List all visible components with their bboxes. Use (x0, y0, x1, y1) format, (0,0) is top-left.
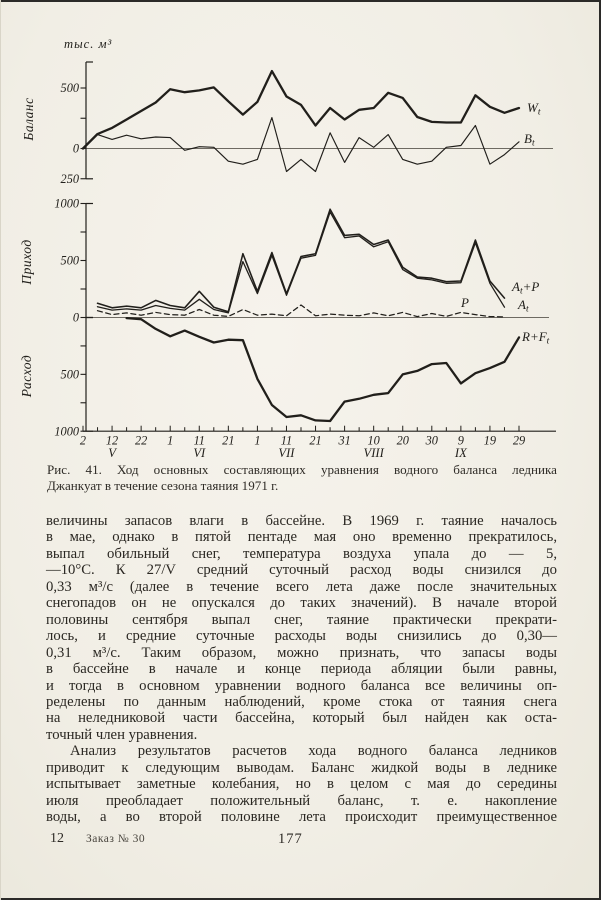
panel-income (19, 197, 549, 325)
month-label: IX (454, 446, 467, 460)
x-tick-label: 20 (396, 433, 409, 448)
y-tick-label: 500 (60, 81, 79, 96)
y-tick-label: 1000 (54, 196, 79, 211)
y-tick-label: 1000 (54, 424, 79, 439)
text-line: воды, а во второй половине лета происходит преимущественное (46, 809, 557, 826)
panel-balance (21, 62, 553, 186)
curve-label: $B_t$ (524, 131, 535, 149)
text-line: снегопадов он не опускался до таких значений). В начале второй (46, 595, 557, 612)
text-line: в мае, однако в пятой пентаде мая оно временно прекратилось, (46, 529, 557, 546)
x-tick-label: 12 (105, 433, 119, 448)
footer-order-note: Заказ № 30 (86, 833, 146, 845)
footer-signature-number: 12 (50, 831, 64, 846)
text-line: лось, и средние суточные расходы воды снизились до 0,30— (46, 628, 557, 645)
x-axis (80, 426, 556, 460)
text-line: выпал обильный снег, температура воздуха упала до — 5, (46, 545, 557, 562)
y-tick-label: 0 (72, 141, 79, 156)
text-line: в бассейне в начале и конце периода абляции были равны, (46, 661, 557, 678)
panel-expense (19, 318, 519, 439)
text-line: ределены по данным наблюдений, кроме стока от таяния снега (46, 693, 557, 710)
curve-label: P (461, 295, 469, 310)
curve-label: $A_t$ (518, 297, 529, 315)
x-tick-label: 30 (425, 433, 438, 448)
curve-label: $W_t$ (527, 100, 541, 118)
curve-label: $A_t+P$ (512, 279, 540, 297)
month-label: VII (278, 446, 295, 460)
text-line: точный член уравнения. (46, 726, 198, 743)
x-tick-label: 29 (512, 433, 526, 448)
month-label: VIII (363, 446, 384, 460)
text-line: величины запасов влаги в бассейне. В 1969 г. таяние началось (46, 513, 557, 529)
text-line: испытывает заметные колебания, но в целом с мая до середины (46, 776, 557, 793)
text-line: 0,33 м³/с (далее в течение всего лета даже после значительных (46, 578, 557, 595)
y-tick-label: 250 (60, 171, 79, 186)
x-tick-label: 22 (134, 433, 148, 448)
text-line: июля преобладает положительный баланс, т. е. накопление (46, 792, 557, 809)
series-P (98, 305, 505, 317)
x-tick-label: 21 (222, 433, 235, 448)
text-line: Анализ результатов расчетов хода водного баланса ледников (70, 743, 557, 760)
x-tick-label: 9 (457, 433, 464, 448)
month-label: VI (193, 446, 206, 460)
page-footer (0, 831, 601, 851)
body-text (46, 513, 557, 826)
series-B-t (83, 118, 519, 172)
figure-caption (47, 462, 557, 494)
panel-ylabel: Расход (19, 354, 34, 398)
y-tick-label: 500 (60, 253, 79, 268)
month-label: V (108, 446, 116, 460)
text-line: половины сентября выпал снег, таяние практически прекрати- (46, 611, 557, 628)
series-R-F-t (127, 318, 519, 421)
y-unit-label: тыс. м³ (64, 37, 113, 51)
footer-page-number: 177 (278, 831, 303, 847)
panel-ylabel: Баланс (21, 97, 36, 141)
curve-label: $R+F_t$ (522, 329, 550, 347)
x-tick-label: 1 (254, 433, 261, 448)
x-tick-label: 31 (338, 433, 351, 448)
x-tick-label: 11 (193, 433, 205, 448)
x-tick-label: 2 (79, 433, 87, 448)
x-tick-label: 1 (167, 433, 174, 448)
text-line: 0,31 м³/с. Таким образом, можно признать, что запасы воды (46, 644, 557, 661)
text-line: —10°С. К 27/V средний суточный расход воды снизился до (46, 562, 557, 579)
panel-ylabel: Приход (19, 239, 34, 285)
x-tick-label: 10 (367, 433, 380, 448)
y-tick-label: 0 (72, 310, 79, 325)
series-A-t (98, 212, 505, 313)
y-tick-label: 500 (60, 367, 79, 382)
x-tick-label: 11 (280, 433, 293, 448)
caption-line: Рис. 41. Ход основных составляющих уравнения водного баланса ледника (47, 462, 557, 477)
x-tick-label: 21 (309, 433, 322, 448)
series-W-t (83, 71, 519, 148)
series-A-t-P (98, 209, 505, 312)
caption-line: Джанкуат в течение сезона таяния 1971 г. (47, 477, 279, 493)
text-line: на неледниковой части бассейна, который был найден как оста- (46, 710, 557, 727)
text-line: приводит к следующим выводам. Баланс жидкой воды в леднике (46, 759, 557, 776)
x-tick-label: 19 (483, 433, 497, 448)
text-line: и тогда в основном уравнении водного баланса все величины оп- (46, 677, 557, 694)
